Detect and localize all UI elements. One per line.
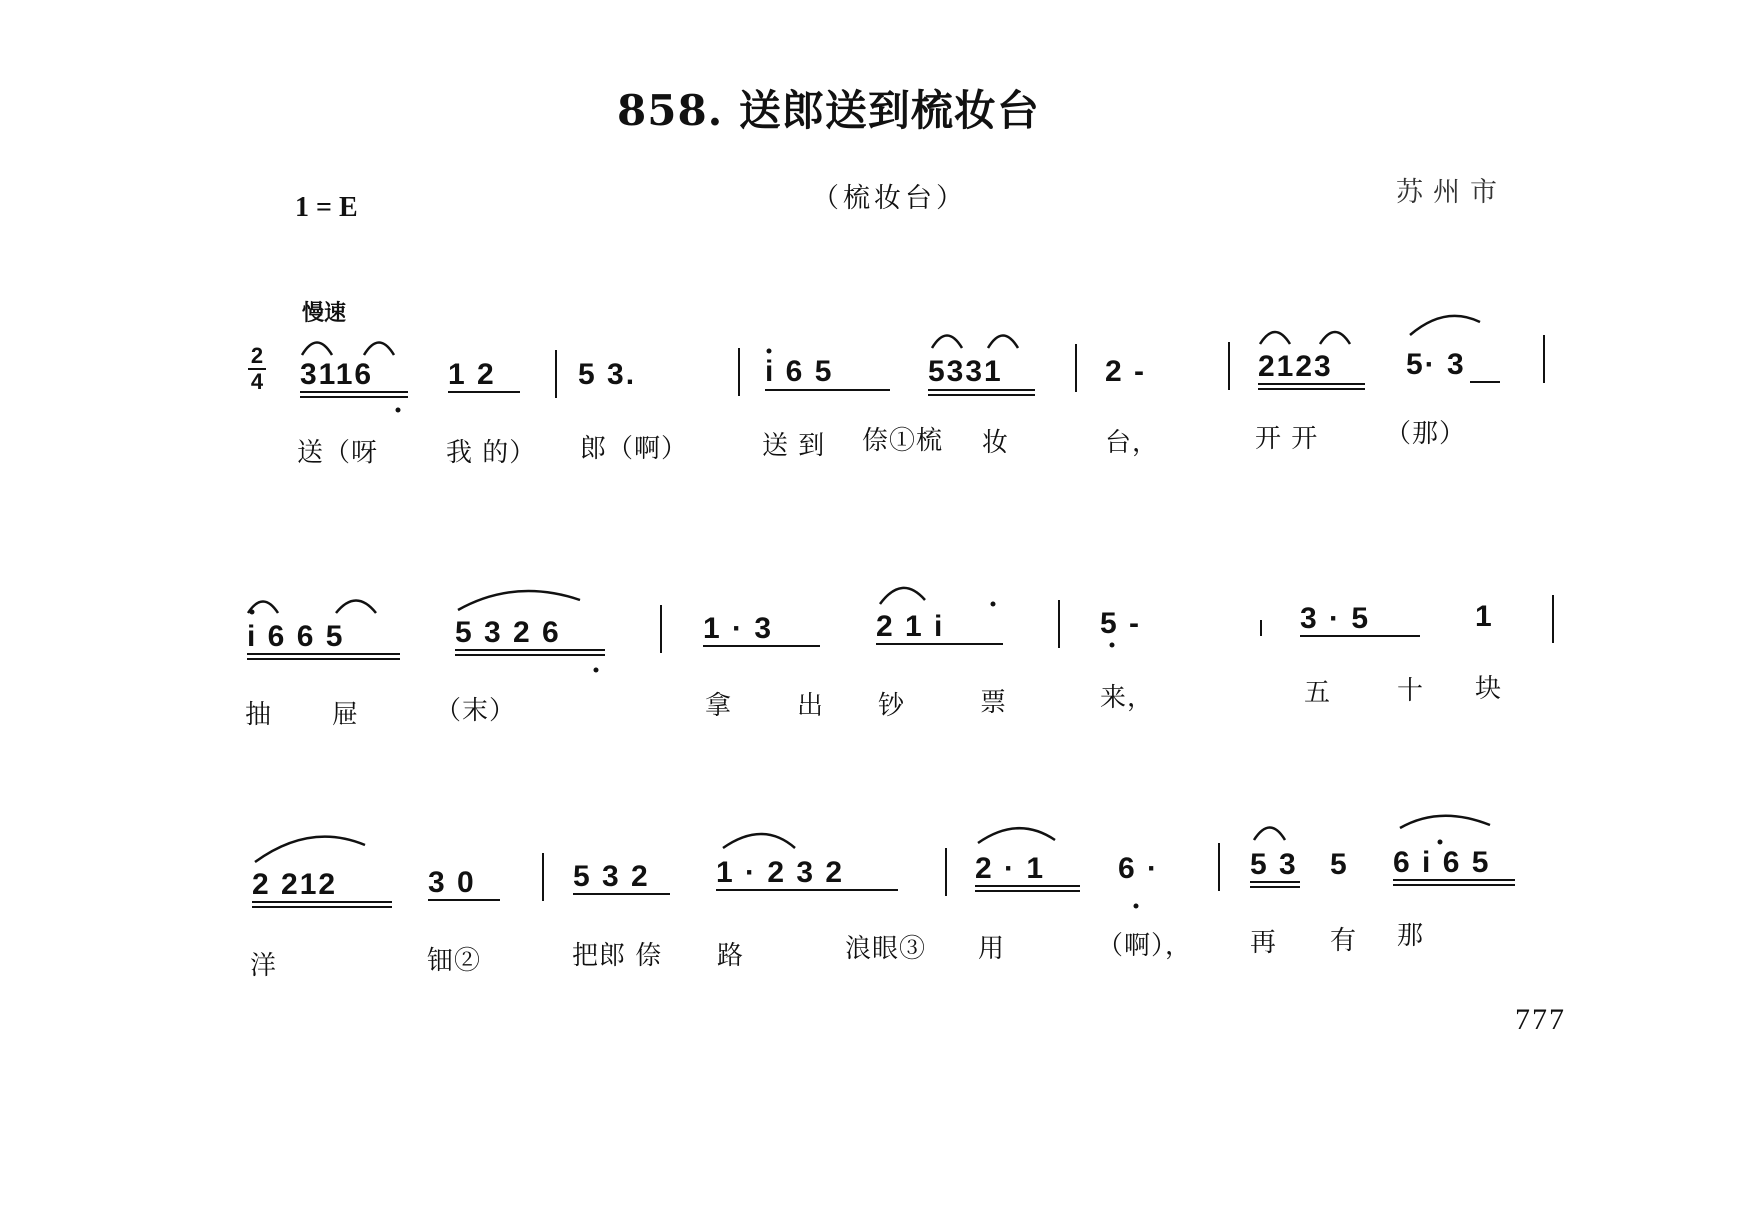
note-group: 2 212 (252, 868, 338, 901)
note-group: 5 (1330, 848, 1349, 881)
note-group: 5· 3 (1406, 348, 1466, 381)
lyric: 块 (1475, 674, 1503, 704)
lyric: 送（呀 (297, 438, 379, 468)
note-group: 1 2 (448, 358, 496, 391)
octave-dots (250, 349, 1443, 909)
note-group: 3 · 5 (1300, 602, 1371, 635)
lyric: 妆 (982, 428, 1010, 458)
note-group: 6 · (1118, 852, 1160, 885)
lyric: 开 开 (1255, 424, 1319, 454)
note-group: i 6 5 (765, 355, 834, 388)
lyric: 拿 (705, 691, 733, 721)
lyric: 钿② (427, 946, 482, 976)
lyric: 郎（啊） (580, 434, 689, 464)
lyric: 浪眼③ (845, 934, 927, 964)
key-signature: 1 = E (295, 192, 358, 223)
lyric: 送 到 (762, 431, 826, 461)
lyric: 台， (1105, 428, 1160, 458)
lyric: 再 (1250, 928, 1278, 958)
lyric: 屉 (332, 700, 360, 730)
note-group: 5331 (928, 355, 1003, 388)
note-group: 1 (1475, 600, 1494, 633)
lyric: 倷①梳 (862, 426, 944, 456)
note-group: 6 i 6 5 (1393, 846, 1491, 879)
song-subtitle: （梳妆台） (812, 183, 967, 214)
time-signature-bottom: 4 (250, 369, 264, 394)
lyric: （那） (1385, 419, 1467, 449)
lyric: 钞 (878, 691, 906, 721)
note-group: 3 0 (428, 866, 476, 899)
lyric: 五 (1304, 678, 1332, 708)
lyric: （啊）， (1097, 931, 1193, 961)
lyric: 把郎 倷 (572, 941, 663, 971)
time-signature-top: 2 (250, 343, 264, 368)
lyric: （末） (435, 696, 517, 726)
note-group: 5 3 2 6 (455, 616, 561, 649)
lyric: 票 (980, 688, 1008, 718)
song-title: 858. 送郎送到梳妆台 (617, 86, 1040, 135)
lyric: 洋 (250, 951, 278, 981)
note-group: 2 · 1 (975, 852, 1046, 885)
note-group: 1 · 3 (703, 612, 774, 645)
note-group: 5 3 2 (573, 860, 650, 893)
note-group: 2 1 i (876, 610, 945, 643)
region-label: 苏州市 (1396, 177, 1507, 208)
lyric: 十 (1397, 676, 1425, 706)
lyric: 来， (1100, 683, 1155, 713)
tempo-marking: 慢速 (302, 300, 347, 326)
lyric: 用 (978, 934, 1006, 964)
lyric: 那 (1397, 921, 1425, 951)
note-group: 5 - (1100, 607, 1142, 640)
lyric: 抽 (245, 700, 273, 730)
lyric: 我 的） (446, 438, 537, 468)
note-group: 5 3. (578, 358, 637, 391)
note-group: 2123 (1258, 350, 1333, 383)
page-number: 777 (1515, 1003, 1566, 1036)
underlines (247, 382, 1515, 907)
note-group: 5 3 (1250, 848, 1298, 881)
lyric: 出 (797, 691, 825, 721)
note-group: 1 · 2 3 2 (716, 856, 845, 889)
lyric: 路 (717, 941, 745, 971)
note-group: 2 - (1105, 355, 1147, 388)
lyric: 有 (1330, 926, 1358, 956)
note-group: 3116 (300, 358, 374, 391)
slurs (248, 316, 1490, 862)
note-group: i 6 6 5 (247, 620, 345, 653)
